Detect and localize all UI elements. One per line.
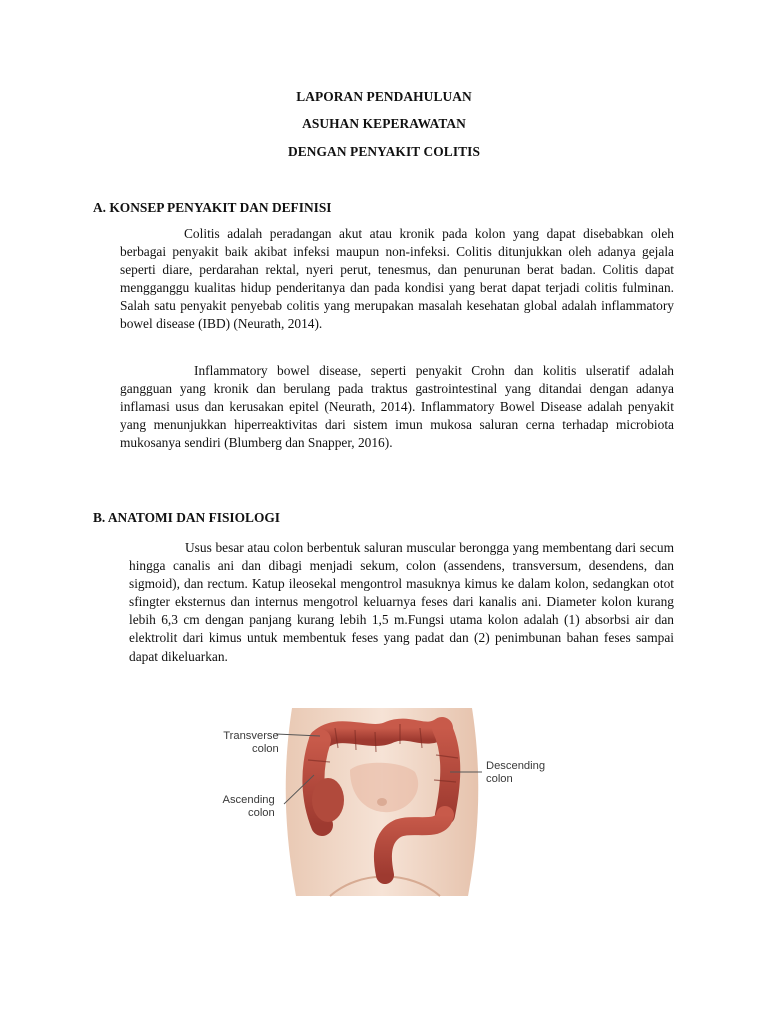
section-b-heading: B. ANATOMI DAN FISIOLOGI [93,510,281,525]
report-title: LAPORAN PENDAHULUAN [296,89,472,104]
section-b-paragraph-1: Usus besar atau colon berbentuk saluran muscular berongga yang membentang dari secum hingga canalis ani dan dibagi menjadi sekum, colon (assendens, transversum, desendens, dan sigmoid), dan rectum. Katup ileosekal mengontrol masuknya kimus ke dalam kolon, sedangkan otot sfingter eksternus dan internus mengotrol keluarnya feses dari kanalis ani. Diameter kolon kurang lebih 6,3 cm dengan panjang kurang lebih 1,5 m.Fungsi utama kolon adalah (1) absorbsi air dan elektrolit dari kimus untuk membentuk feses yang padat dan (2) penimbunan bahan feses sampai dapat dikeluarkan. [129,540,674,664]
ascending-label-line-2: colon [248,807,275,819]
colon-anatomy-figure [210,700,560,900]
descending-colon-label [486,760,545,786]
report-topic: DENGAN PENYAKIT COLITIS [287,144,481,159]
section-a-heading: A. KONSEP PENYAKIT DAN DEFINISI [93,200,332,215]
transverse-label-line-1: Transverse [223,730,279,742]
descending-label-line-1: Descending [486,760,546,772]
transverse-label-line-2: colon [252,743,279,755]
report-subtitle: ASUHAN KEPERAWATAN [302,116,466,131]
descending-label-line-2: colon [486,773,513,785]
transverse-colon-label [218,730,279,756]
section-a-paragraph-1: Colitis adalah peradangan akut atau kronik pada kolon yang dapat disebabkan oleh berbagai penyakit baik akibat infeksi maupun non-infeksi. Colitis ditunjukkan oleh adanya gejala seperti diare, perdarahan rektal, nyeri perut, tenesmus, dan penurunan berat badan. Colitis dapat mengganggu kualitas hidup penderitanya dan pada kondisi yang berat dapat terjadi colitis fulminan. Salah satu penyakit penyebab colitis yang merupakan masalah kesehatan global adalah inflammatory bowel disease (IBD) (Neurath, 2014). [120,226,674,332]
ascending-label-line-1: Ascending [222,794,275,806]
ascending-colon-label [218,794,275,820]
section-a-paragraph-2: Inflammatory bowel disease, seperti penyakit Crohn dan kolitis ulseratif adalah gangguan yang kronik dan berulang pada traktus gastrointestinal yang ditandai dengan adanya inflamasi usus dan kerusakan epitel (Neurath, 2014). Inflammatory Bowel Disease adalah penyakit yang menunjukkan hiperreaktivitas dari sistem imun mukosa saluran cerna terhadap microbiota mukosanya sendiri (Blumberg dan Snapper, 2016). [120,363,674,451]
